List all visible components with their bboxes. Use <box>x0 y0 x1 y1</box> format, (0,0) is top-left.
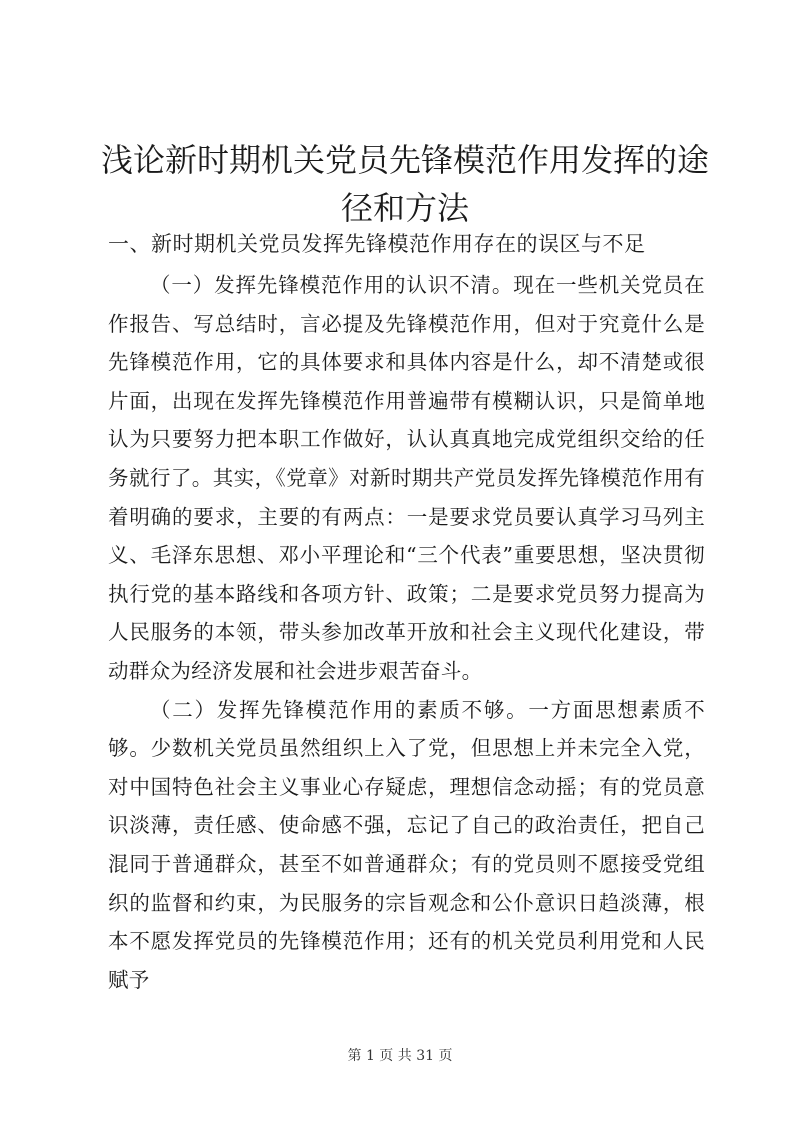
page-number-footer: 第 1 页 共 31 页 <box>347 1048 453 1064</box>
section-heading: 一、新时期机关党员发挥先锋模范作用存在的误区与不足 <box>108 232 646 256</box>
paragraph-2: （二）发挥先锋模范作用的素质不够。一方面思想素质不够。少数机关党员虽然组织上入了党，但思想上并未完全入党，对中国特色社会主义事业心存疑虑，理想信念动摇；有的党员意识淡薄，责任感、使命感不强，忘记了自己的政治责任，把自己混同于普通群众，甚至不如普通群众；有的党员则不愿接受党组织的监督和约束，为民服务的宗旨观念和公仆意识日趋淡薄，根本不愿发挥党员的先锋模范作用；还有的机关党员利用党和人民赋予 <box>108 697 705 992</box>
document-title: 浅论新时期机关党员先锋模范作用发挥的途径和方法 <box>100 141 709 227</box>
paragraph-1: （一）发挥先锋模范作用的认识不清。现在一些机关党员在作报告、写总结时，言必提及先锋模范作用，但对于究竟什么是先锋模范作用，它的具体要求和具体内容是什么，却不清楚或很片面，出现在发挥先锋模范作用普遍带有模糊认识，只是简单地认为只要努力把本职工作做好，认认真真地完成党组织交给的任务就行了。其实，《党章》对新时期共产党员发挥先锋模范作用有着明确的要求，主要的有两点：一是要求党员要认真学习马列主义、毛泽东思想、邓小平理论和“三个代表”重要思想，坚决贯彻执行党的基本路线和各项方针、政策；二是要求党员努力提高为人民服务的本领，带头参加改革开放和社会主义现代化建设，带动群众为经济发展和社会进步艰苦奋斗。 <box>108 273 705 683</box>
document-body <box>108 266 705 999</box>
